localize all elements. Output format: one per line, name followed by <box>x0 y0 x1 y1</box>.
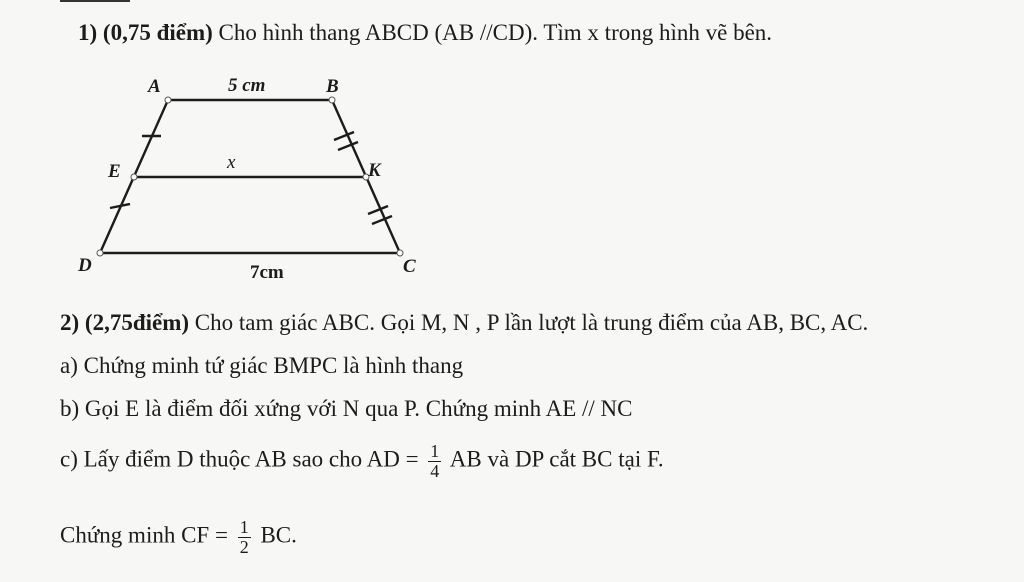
label-x: x <box>227 152 236 173</box>
tick-bk-1 <box>334 132 354 140</box>
trapezoid-figure <box>70 70 450 285</box>
question-2 <box>60 310 868 336</box>
label-bottom-length: 7cm <box>250 262 284 283</box>
point-e <box>131 174 137 180</box>
question-2d-prefix: Chứng minh CF = <box>60 522 228 548</box>
fraction-one-quarter <box>428 442 441 481</box>
top-rule <box>60 0 130 2</box>
label-a: A <box>148 76 161 97</box>
fraction-numerator: 1 <box>430 441 440 461</box>
point-d <box>97 250 103 256</box>
fraction-one-half <box>238 518 251 557</box>
label-c: C <box>403 256 416 277</box>
question-2c-prefix: c) Lấy điểm D thuộc AB sao cho AD = <box>60 446 419 472</box>
question-1-text: Cho hình thang ABCD (AB //CD). Tìm x trong hình vẽ bên. <box>218 20 773 45</box>
question-2-number: 2) <box>60 310 80 335</box>
label-e: E <box>108 161 121 182</box>
label-top-length: 5 cm <box>228 75 266 96</box>
tick-kc-1 <box>368 206 388 214</box>
question-2c <box>60 442 664 481</box>
question-2-text: Cho tam giác ABC. Gọi M, N , P lần lượt là trung điểm của AB, BC, AC. <box>194 310 869 335</box>
question-2-points: (2,75điểm) <box>84 310 190 335</box>
point-b <box>329 97 335 103</box>
label-k: K <box>368 160 381 181</box>
fraction-denominator: 2 <box>239 536 249 557</box>
tick-kc-2 <box>372 216 392 224</box>
question-1-points: (0,75 điểm) <box>102 20 213 45</box>
question-2c-suffix: AB và DP cắt BC tại F. <box>449 446 664 472</box>
label-b: B <box>326 76 339 97</box>
fraction-denominator: 4 <box>430 460 440 481</box>
question-2d <box>60 518 297 557</box>
question-2b: b) Gọi E là điểm đối xứng với N qua P. Chứng minh AE // NC <box>60 396 633 421</box>
fraction-numerator: 1 <box>239 517 249 537</box>
question-1-number: 1) <box>78 20 98 45</box>
question-2d-suffix: BC. <box>260 522 297 548</box>
question-1 <box>78 20 772 46</box>
question-2a: a) Chứng minh tứ giác BMPC là hình thang <box>60 353 464 378</box>
label-d: D <box>78 255 92 276</box>
point-a <box>165 97 171 103</box>
